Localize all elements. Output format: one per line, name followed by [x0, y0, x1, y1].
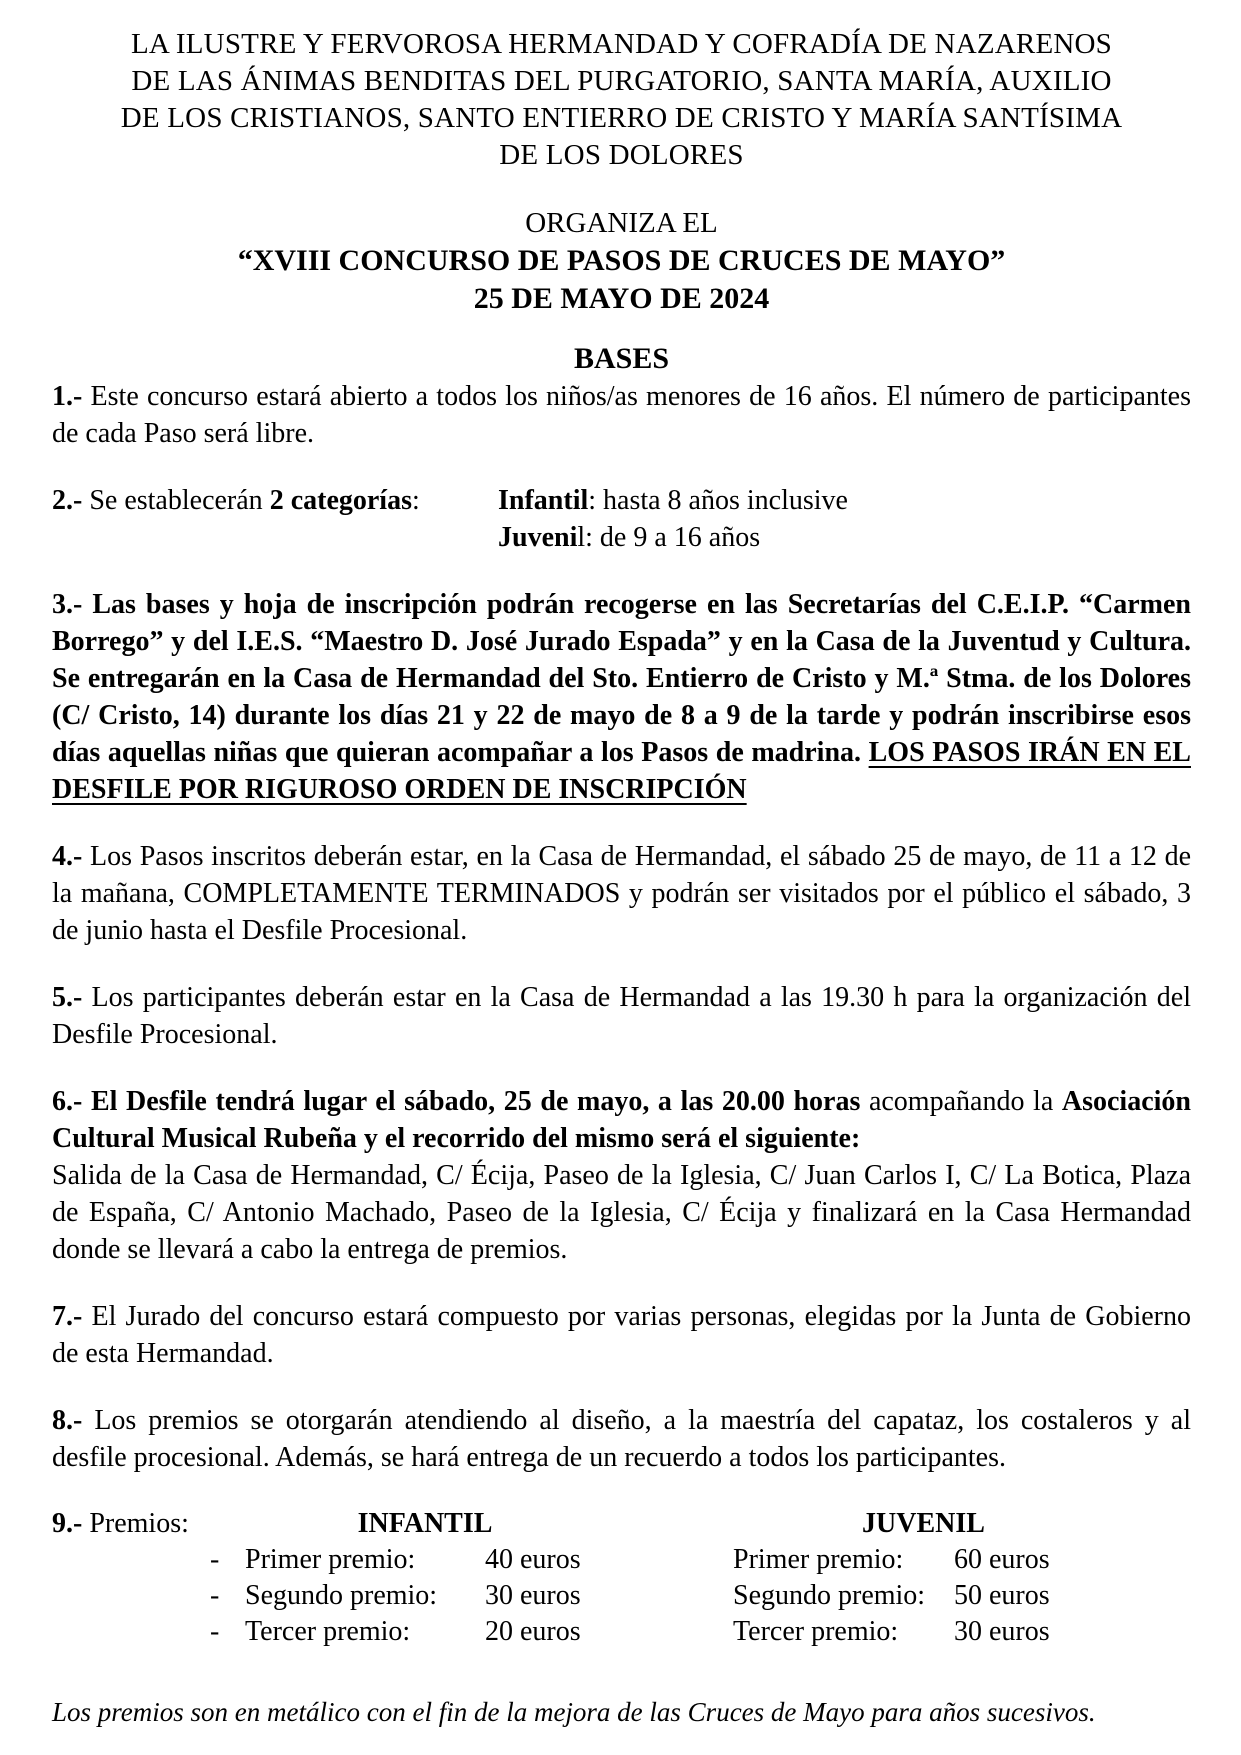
prize-label: Primer premio:	[733, 1544, 904, 1575]
item-number: 2.-	[52, 485, 83, 516]
prize-label: Tercer premio:	[245, 1616, 411, 1647]
item-text: Premios:	[82, 1508, 189, 1539]
item-text: Este concurso estará abierto a todos los niños/as menores de 16 años. El número de participantes de cada Paso será libre.	[52, 381, 1191, 449]
org-header-line: DE LOS CRISTIANOS, SANTO ENTIERRO DE CRISTO Y MARÍA SANTÍSIMA	[120, 102, 1123, 134]
categories-list	[498, 482, 848, 556]
base-item-3	[52, 586, 1191, 808]
bases-heading: BASES	[573, 342, 670, 375]
base-item-2	[52, 482, 1191, 556]
item-text: :	[411, 485, 420, 516]
juvenil-column-header: JUVENIL	[862, 1508, 985, 1539]
category-infantil	[498, 482, 848, 519]
prize-label: Primer premio:	[245, 1544, 416, 1575]
prize-value: 50 euros	[954, 1580, 1050, 1611]
base-item-6	[52, 1083, 1191, 1157]
item-text-bold: El Desfile tendrá lugar el sábado, 25 de mayo, a las 20.00 horas	[82, 1086, 861, 1117]
prize-row	[52, 1542, 1191, 1578]
item-number: 7.-	[52, 1301, 83, 1332]
prize-label: Segundo premio:	[733, 1580, 926, 1611]
prize-value: 20 euros	[485, 1616, 581, 1647]
prize-label: Segundo premio:	[245, 1580, 438, 1611]
list-dash: -	[210, 1544, 220, 1575]
prizes-header-row	[52, 1506, 1191, 1542]
item-number: 4.-	[52, 841, 83, 872]
base-item-7	[52, 1298, 1191, 1372]
category-name: Infantil	[498, 485, 589, 516]
item-text: Los premios se otorgarán atendiendo al diseño, a la maestría del capataz, los costaleros y al desfile procesional. Además, se hará entrega de un recuerdo a todos los participantes.	[52, 1405, 1191, 1473]
prize-value: 30 euros	[954, 1616, 1050, 1647]
base-item-5	[52, 979, 1191, 1053]
prize-value: 30 euros	[485, 1580, 581, 1611]
org-header-line: DE LAS ÁNIMAS BENDITAS DEL PURGATORIO, SANTA MARÍA, AUXILIO	[131, 65, 1112, 97]
base-item-8	[52, 1402, 1191, 1476]
item-number: 9.-	[52, 1508, 83, 1539]
prize-label: Tercer premio:	[733, 1616, 899, 1647]
route-text: Salida de la Casa de Hermandad, C/ Écija, Paseo de la Iglesia, C/ Juan Carlos I, C/ La Botica, Plaza de España, C/ Antonio Machado, Paseo de la Iglesia, C/ Écija y finalizará en la Casa Hermandad donde se llevará a cabo la entrega de premios.	[52, 1160, 1191, 1265]
org-header	[52, 26, 1191, 174]
list-dash: -	[210, 1580, 220, 1611]
item9-label	[52, 1506, 210, 1542]
prize-value: 60 euros	[954, 1544, 1050, 1575]
item2-intro	[52, 482, 498, 556]
category-desc: : hasta 8 años inclusive	[588, 485, 848, 516]
category-juvenil	[498, 519, 848, 556]
base-item-1	[52, 378, 1191, 452]
item-text: Los Pasos inscritos deberán estar, en la Casa de Hermandad, el sábado 25 de mayo, de 11 a 12 de la mañana, COMPLETAMENTE TERMINADOS y podrán ser visitados por el público el sábado, 3 de junio hasta el Desfile Procesional.	[52, 841, 1191, 946]
categories-count: 2 categorías	[269, 485, 412, 516]
base-item-6-route	[52, 1157, 1191, 1268]
org-header-line: LA ILUSTRE Y FERVOROSA HERMANDAD Y COFRADÍA DE NAZARENOS	[131, 28, 1112, 60]
item-number: 1.-	[52, 381, 83, 412]
list-dash: -	[210, 1616, 220, 1647]
item-text: Los participantes deberán estar en la Casa de Hermandad a las 19.30 h para la organización del Desfile Procesional.	[52, 982, 1191, 1050]
prize-value: 40 euros	[485, 1544, 581, 1575]
item-number: 8.-	[52, 1405, 83, 1436]
item-text: acompañando la	[860, 1086, 1062, 1117]
infantil-column-header: INFANTIL	[357, 1508, 493, 1539]
contest-date: 25 DE MAYO DE 2024	[473, 282, 770, 315]
base-item-4	[52, 838, 1191, 949]
item-number: 5.-	[52, 982, 83, 1013]
category-name: Juveni	[498, 522, 578, 553]
item-number: 3.-	[52, 589, 83, 620]
item-text: Las bases y hoja de inscripción podrán recogerse en las Secretarías del C.E.I.P. “Carmen Borrego” y del I.E.S. “Maestro D. José Jurado Espada” y en la Casa de la Juventud y Cultura. Se entregarán en la Casa de Hermandad del Sto. Entierro de Cristo y M.ª Stma. de los Dolores (C/ Cristo, 14) durante los días 21 y 22 de mayo de 8 a 9 de la tarde y podrán inscribirse esos días aquellas niñas que quieran acompañar a los Pasos de madrina.	[52, 589, 1191, 768]
contest-header	[52, 204, 1191, 318]
item-text-bold: Asociación Cultural Musical Rubeña y el recorrido del mismo será el siguiente:	[52, 1086, 1191, 1154]
org-header-line: DE LOS DOLORES	[499, 139, 744, 171]
category-desc: l: de 9 a 16 años	[577, 522, 761, 553]
item-text: Se establecerán	[82, 485, 270, 516]
organiza-label: ORGANIZA EL	[525, 207, 718, 239]
contest-title: “XVIII CONCURSO DE PASOS DE CRUCES DE MAYO”	[237, 244, 1006, 277]
prize-row	[52, 1578, 1191, 1614]
item-number: 6.-	[52, 1086, 83, 1117]
item3-underlined-notice: LOS PASOS IRÁN EN EL DESFILE POR RIGUROSO ORDEN DE INSCRIPCIÓN	[52, 737, 1191, 805]
prize-row	[52, 1614, 1191, 1650]
column-gap	[640, 1506, 733, 1542]
footer-note: Los premios son en metálico con el fin de la mejora de las Cruces de Mayo para años sucesivos.	[52, 1697, 1096, 1727]
prizes-table	[52, 1506, 1191, 1650]
item-text: El Jurado del concurso estará compuesto por varias personas, elegidas por la Junta de Gobierno de esta Hermandad.	[52, 1301, 1191, 1369]
